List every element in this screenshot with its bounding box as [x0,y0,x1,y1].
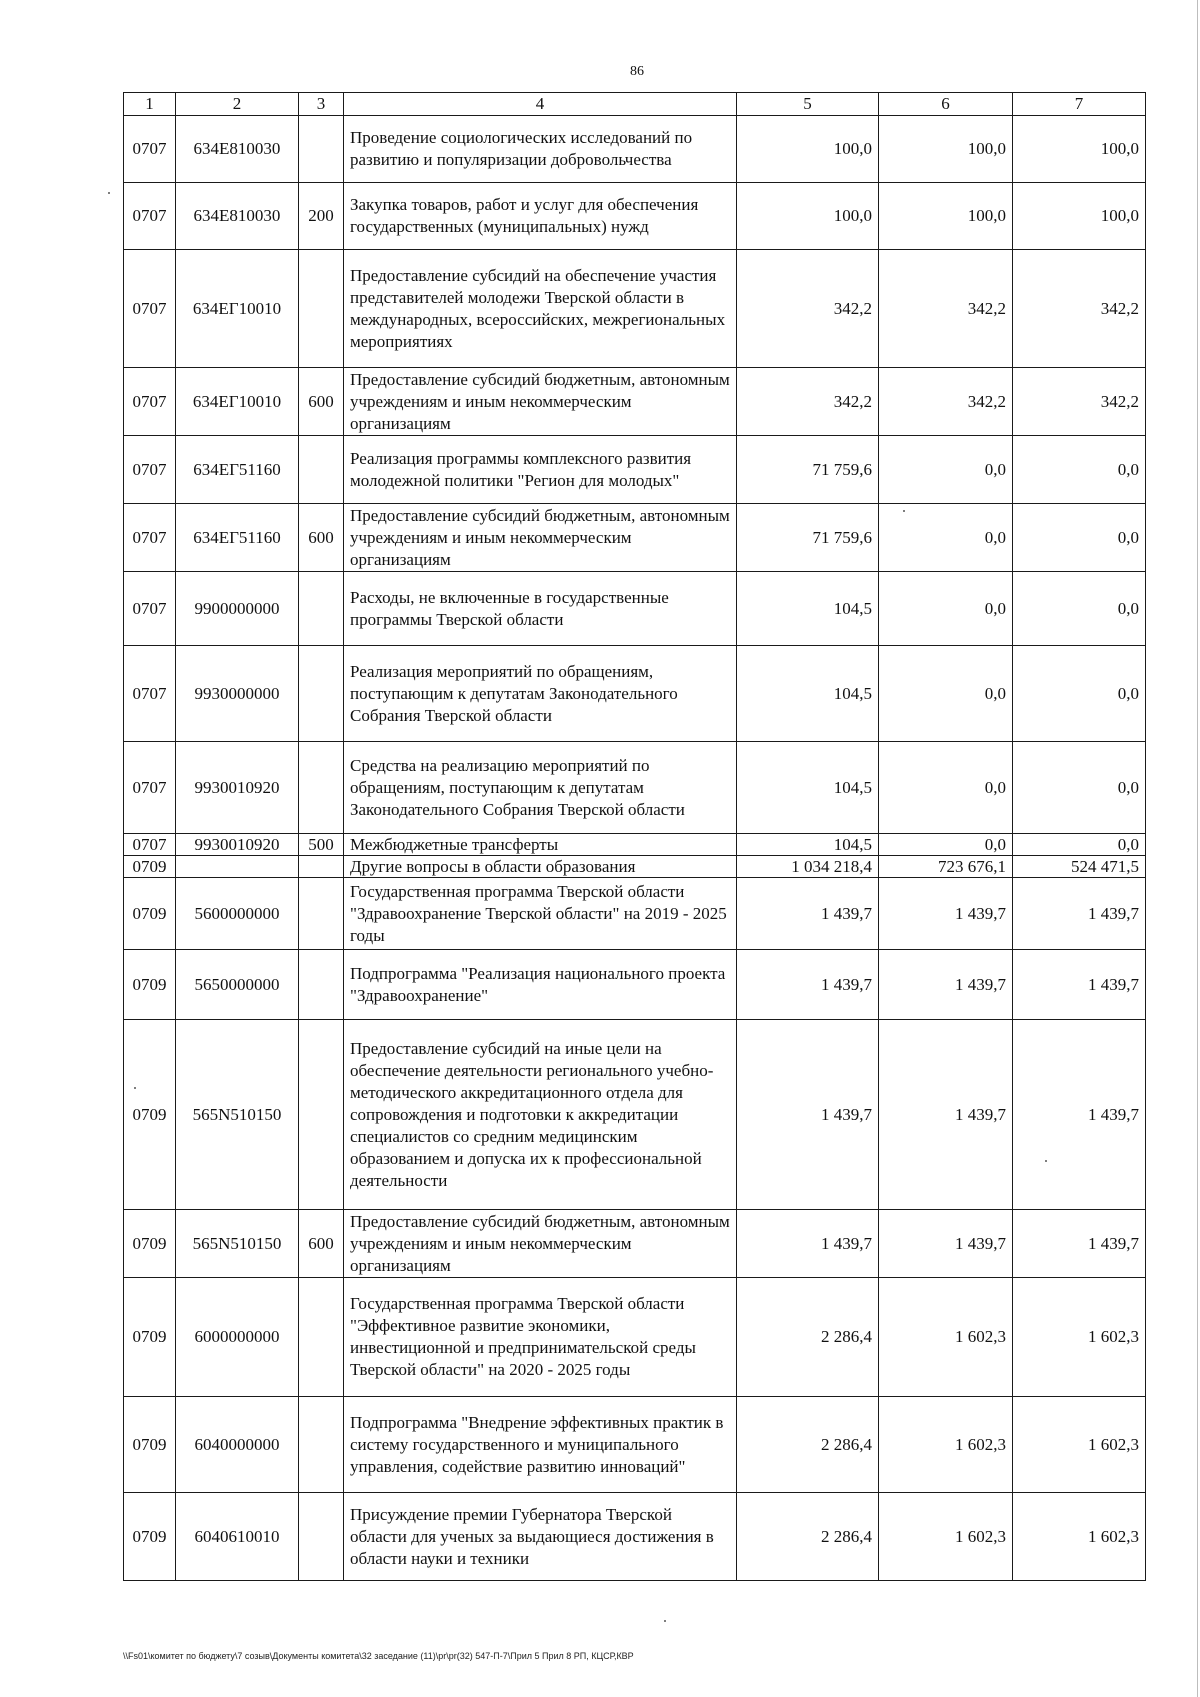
table-row [124,1210,1146,1278]
item-name: Государственная программа Тверской области "Здравоохранение Тверской области" на 2019 - 2025 годы [344,878,737,950]
item-name: Средства на реализацию мероприятий по обращениям, поступающим к депутатам Законодательного Собрания Тверской области [344,742,737,834]
section-code: 0709 [124,1493,176,1581]
amount-year-1: 104,5 [737,646,879,742]
header-col-1: 1 [124,93,176,116]
amount-year-2: 0,0 [879,436,1013,504]
scan-speck [108,192,110,194]
amount-year-2: 0,0 [879,742,1013,834]
target-article-code: 6040000000 [176,1397,299,1493]
header-col-5: 5 [737,93,879,116]
amount-year-1: 2 286,4 [737,1278,879,1397]
amount-year-2: 100,0 [879,116,1013,183]
amount-year-2: 342,2 [879,368,1013,436]
page-edge [1197,0,1198,1697]
target-article-code: 9930000000 [176,646,299,742]
target-article-code: 634ЕГ10010 [176,368,299,436]
table-row [124,436,1146,504]
expense-type-code [299,856,344,878]
table-row [124,950,1146,1020]
table-row [124,1278,1146,1397]
item-name: Предоставление субсидий на обеспечение участия представителей молодежи Тверской области в международных, всероссийских, межрегиональных мероприятиях [344,250,737,368]
amount-year-2: 342,2 [879,250,1013,368]
amount-year-1: 2 286,4 [737,1397,879,1493]
amount-year-3: 0,0 [1013,742,1146,834]
header-col-3: 3 [299,93,344,116]
amount-year-1: 342,2 [737,368,879,436]
section-code: 0709 [124,950,176,1020]
item-name: Реализация мероприятий по обращениям, поступающим к депутатам Законодательного Собрания Тверской области [344,646,737,742]
table-row [124,742,1146,834]
expense-type-code [299,1278,344,1397]
amount-year-1: 71 759,6 [737,504,879,572]
amount-year-3: 1 439,7 [1013,950,1146,1020]
target-article-code: 9900000000 [176,572,299,646]
item-name: Реализация программы комплексного развития молодежной политики "Регион для молодых" [344,436,737,504]
footer-file-path: \\Fs01\комитет по бюджету\7 созыв\Документы комитета\32 заседание (11)\pr\pr(32) 547-П-7\Прил 5 Прил 8 РП, КЦСР,КВР [123,1651,634,1661]
amount-year-2: 1 439,7 [879,1210,1013,1278]
item-name: Присуждение премии Губернатора Тверской области для ученых за выдающиеся достижения в области науки и техники [344,1493,737,1581]
table-row [124,368,1146,436]
amount-year-3: 524 471,5 [1013,856,1146,878]
section-code: 0707 [124,742,176,834]
amount-year-1: 71 759,6 [737,436,879,504]
section-code: 0709 [124,1397,176,1493]
target-article-code [176,856,299,878]
amount-year-3: 1 439,7 [1013,1020,1146,1210]
table-row [124,1397,1146,1493]
amount-year-3: 342,2 [1013,250,1146,368]
target-article-code: 5650000000 [176,950,299,1020]
table-row [124,834,1146,856]
item-name: Предоставление субсидий бюджетным, автономным учреждениям и иным некоммерческим организациям [344,368,737,436]
item-name: Предоставление субсидий на иные цели на обеспечение деятельности регионального учебно-методического аккредитационного отдела для сопровождения и подготовки к аккредитации специалистов со средним медицинским образованием и допуска их к профессиональной деятельности [344,1020,737,1210]
scan-speck [903,510,905,512]
item-name: Закупка товаров, работ и услуг для обеспечения государственных (муниципальных) нужд [344,183,737,250]
amount-year-3: 1 439,7 [1013,1210,1146,1278]
expense-type-code: 200 [299,183,344,250]
amount-year-3: 1 439,7 [1013,878,1146,950]
table-row [124,1493,1146,1581]
header-col-2: 2 [176,93,299,116]
table-row [124,183,1146,250]
expense-type-code [299,116,344,183]
target-article-code: 634ЕГ51160 [176,436,299,504]
expense-type-code: 600 [299,504,344,572]
table-row [124,572,1146,646]
amount-year-2: 0,0 [879,646,1013,742]
header-col-7: 7 [1013,93,1146,116]
amount-year-2: 1 602,3 [879,1493,1013,1581]
amount-year-1: 1 439,7 [737,878,879,950]
expense-type-code: 500 [299,834,344,856]
expense-type-code [299,250,344,368]
expense-type-code [299,742,344,834]
amount-year-3: 0,0 [1013,834,1146,856]
expense-type-code [299,572,344,646]
item-name: Межбюджетные трансферты [344,834,737,856]
section-code: 0707 [124,116,176,183]
section-code: 0709 [124,1020,176,1210]
item-name: Подпрограмма "Реализация национального проекта "Здравоохранение" [344,950,737,1020]
amount-year-3: 100,0 [1013,183,1146,250]
expense-type-code: 600 [299,1210,344,1278]
expense-type-code [299,1397,344,1493]
expense-type-code [299,436,344,504]
amount-year-2: 1 602,3 [879,1278,1013,1397]
amount-year-1: 100,0 [737,183,879,250]
amount-year-2: 723 676,1 [879,856,1013,878]
header-col-4: 4 [344,93,737,116]
section-code: 0707 [124,572,176,646]
section-code: 0707 [124,183,176,250]
expense-type-code [299,950,344,1020]
expense-type-code [299,1493,344,1581]
target-article-code: 6000000000 [176,1278,299,1397]
target-article-code: 634E810030 [176,116,299,183]
target-article-code: 565N510150 [176,1210,299,1278]
amount-year-3: 0,0 [1013,504,1146,572]
scan-speck [134,1087,136,1089]
amount-year-1: 1 034 218,4 [737,856,879,878]
item-name: Предоставление субсидий бюджетным, автономным учреждениям и иным некоммерческим организациям [344,504,737,572]
table-row [124,856,1146,878]
amount-year-1: 1 439,7 [737,1020,879,1210]
target-article-code: 634ЕГ10010 [176,250,299,368]
amount-year-2: 1 439,7 [879,950,1013,1020]
target-article-code: 634E810030 [176,183,299,250]
amount-year-3: 0,0 [1013,646,1146,742]
amount-year-3: 0,0 [1013,572,1146,646]
amount-year-3: 1 602,3 [1013,1493,1146,1581]
amount-year-1: 104,5 [737,742,879,834]
scan-speck [664,1620,666,1622]
header-row [124,93,1146,116]
amount-year-2: 1 439,7 [879,878,1013,950]
amount-year-1: 100,0 [737,116,879,183]
header-col-6: 6 [879,93,1013,116]
section-code: 0707 [124,504,176,572]
section-code: 0709 [124,1210,176,1278]
amount-year-1: 2 286,4 [737,1493,879,1581]
amount-year-1: 1 439,7 [737,1210,879,1278]
item-name: Подпрограмма "Внедрение эффективных практик в систему государственного и муниципального управления, содействие развитию инноваций" [344,1397,737,1493]
amount-year-2: 0,0 [879,572,1013,646]
table-row [124,646,1146,742]
scan-speck [1045,1160,1047,1162]
item-name: Государственная программа Тверской области "Эффективное развитие экономики, инвестиционной и предпринимательской среды Тверской области" на 2020 - 2025 годы [344,1278,737,1397]
amount-year-3: 1 602,3 [1013,1278,1146,1397]
amount-year-1: 104,5 [737,834,879,856]
page-number: 86 [630,64,644,79]
expense-type-code [299,646,344,742]
budget-table [123,92,1146,1581]
table-row [124,504,1146,572]
item-name: Другие вопросы в области образования [344,856,737,878]
target-article-code: 9930010920 [176,742,299,834]
section-code: 0707 [124,368,176,436]
expense-type-code [299,878,344,950]
amount-year-2: 1 439,7 [879,1020,1013,1210]
item-name: Расходы, не включенные в государственные программы Тверской области [344,572,737,646]
section-code: 0707 [124,834,176,856]
target-article-code: 9930010920 [176,834,299,856]
section-code: 0709 [124,856,176,878]
amount-year-2: 100,0 [879,183,1013,250]
target-article-code: 5600000000 [176,878,299,950]
table-row [124,250,1146,368]
section-code: 0709 [124,878,176,950]
amount-year-3: 100,0 [1013,116,1146,183]
table-row [124,116,1146,183]
expense-type-code [299,1020,344,1210]
table-row [124,1020,1146,1210]
amount-year-1: 1 439,7 [737,950,879,1020]
amount-year-1: 104,5 [737,572,879,646]
target-article-code: 6040610010 [176,1493,299,1581]
expense-type-code: 600 [299,368,344,436]
amount-year-3: 342,2 [1013,368,1146,436]
section-code: 0707 [124,646,176,742]
amount-year-3: 1 602,3 [1013,1397,1146,1493]
item-name: Проведение социологических исследований по развитию и популяризации добровольчества [344,116,737,183]
table-row [124,878,1146,950]
amount-year-1: 342,2 [737,250,879,368]
amount-year-2: 0,0 [879,504,1013,572]
section-code: 0707 [124,250,176,368]
target-article-code: 634ЕГ51160 [176,504,299,572]
amount-year-2: 0,0 [879,834,1013,856]
amount-year-3: 0,0 [1013,436,1146,504]
section-code: 0709 [124,1278,176,1397]
section-code: 0707 [124,436,176,504]
target-article-code: 565N510150 [176,1020,299,1210]
amount-year-2: 1 602,3 [879,1397,1013,1493]
item-name: Предоставление субсидий бюджетным, автономным учреждениям и иным некоммерческим организациям [344,1210,737,1278]
